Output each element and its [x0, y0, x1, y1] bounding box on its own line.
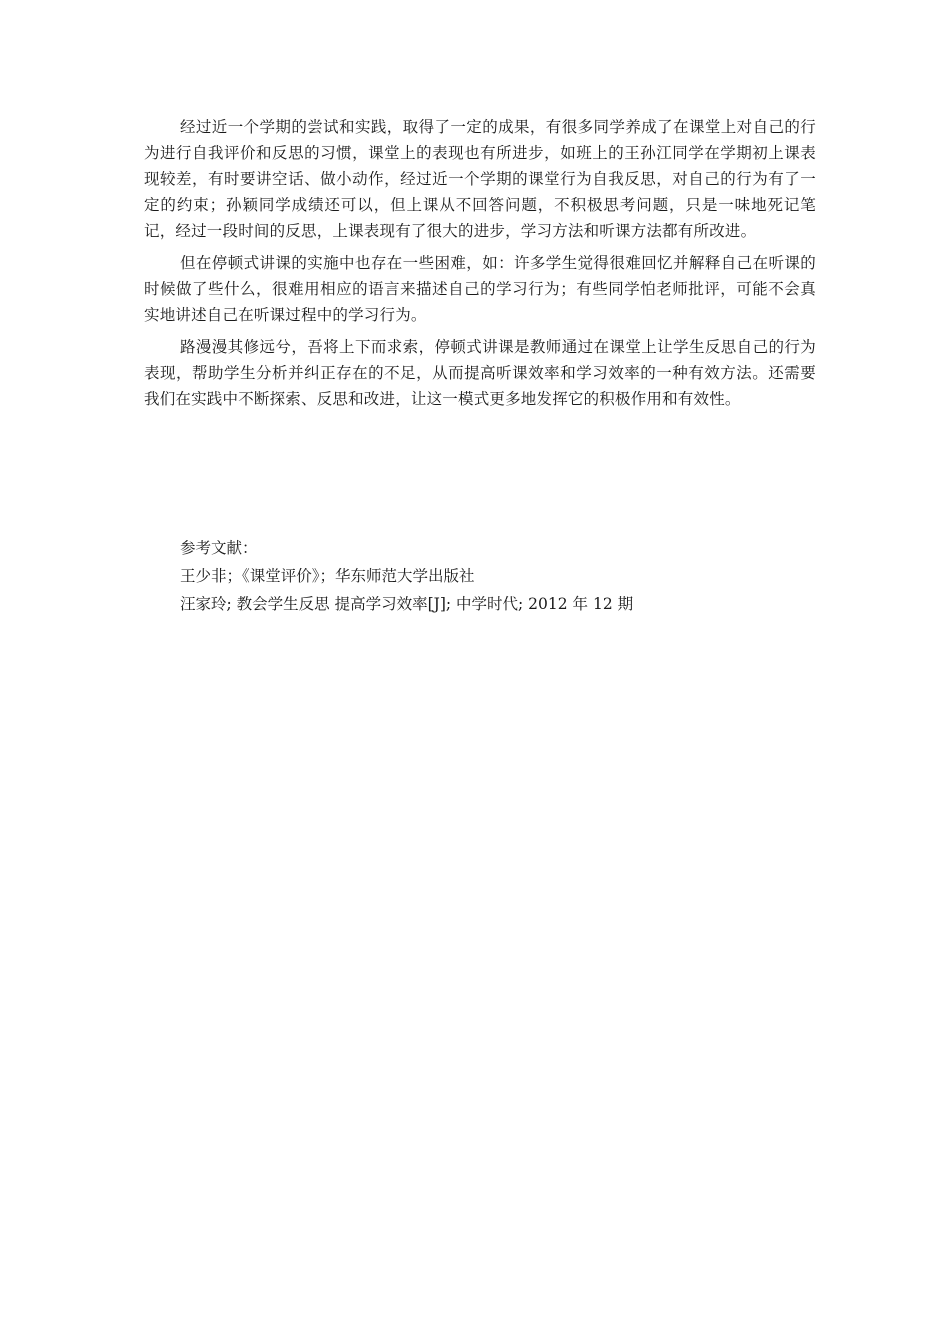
paragraph-conclusion: 路漫漫其修远兮，吾将上下而求索，停顿式讲课是教师通过在课堂上让学生反思自己的行为表现，帮助学生分析并纠正存在的不足，从而提高听课效率和学习效率的一种有效方法。还需要我们在实践中不断探索、反思和改进，让这一模式更多地发挥它的积极作用和有效性。 — [144, 338, 816, 408]
body-text — [144, 114, 816, 412]
reference-item: 汪家玲; 教会学生反思 提高学习效率[J]; 中学时代; 2012 年 12 期 — [180, 595, 634, 613]
reference-item: 王少非；《课堂评价》；华东师范大学出版社 — [180, 567, 475, 585]
references-heading: 参考文献： — [180, 539, 258, 557]
paragraph-results: 经过近一个学期的尝试和实践，取得了一定的成果，有很多同学养成了在课堂上对自己的行为进行自我评价和反思的习惯，课堂上的表现也有所进步，如班上的王孙江同学在学期初上课表现较差，有时要讲空话、做小动作，经过近一个学期的课堂行为自我反思，对自己的行为有了一定的约束；孙颖同学成绩还可以，但上课从不回答问题，不积极思考问题，只是一味地死记笔记，经过一段时间的反思，上课表现有了很大的进步，学习方法和听课方法都有所改进。 — [144, 118, 816, 240]
paragraph-difficulties: 但在停顿式讲课的实施中也存在一些困难，如：许多学生觉得很难回忆并解释自己在听课的时候做了些什么，很难用相应的语言来描述自己的学习行为；有些同学怕老师批评，可能不会真实地讲述自己在听课过程中的学习行为。 — [144, 254, 816, 324]
references-section — [180, 535, 800, 617]
